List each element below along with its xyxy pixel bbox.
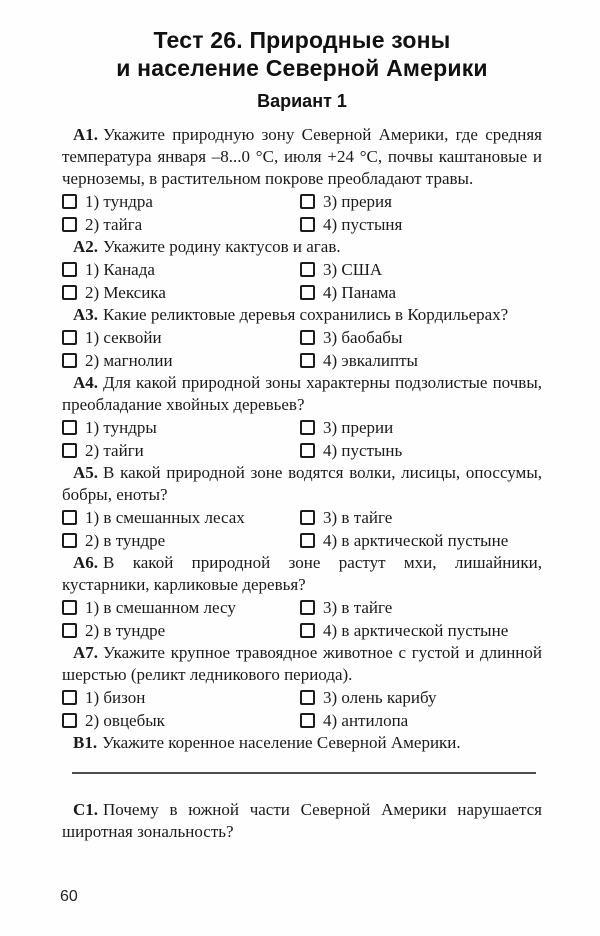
options-grid (62, 596, 542, 642)
question-label: А2. (73, 237, 99, 256)
answer-checkbox[interactable] (300, 533, 315, 548)
answer-checkbox[interactable] (62, 285, 77, 300)
question-a3 (62, 304, 542, 372)
option-label: 4) эвкалипты (323, 350, 418, 370)
option-3 (300, 416, 542, 439)
question-text (62, 642, 542, 686)
answer-checkbox[interactable] (300, 690, 315, 705)
option-label: 4) пустынь (323, 440, 403, 460)
question-body: Почему в южной части Северной Америки нарушается широтная зональность? (62, 800, 542, 841)
options-grid (62, 416, 542, 462)
option-4 (300, 439, 542, 462)
option-label: 1) Канада (85, 259, 155, 279)
answer-checkbox[interactable] (300, 600, 315, 615)
option-3 (300, 190, 542, 213)
answer-checkbox[interactable] (62, 713, 77, 728)
question-label: В1. (73, 733, 98, 752)
option-label: 2) в тундре (85, 620, 166, 640)
answer-checkbox[interactable] (62, 600, 77, 615)
question-b1 (62, 732, 542, 754)
option-label: 3) в тайге (323, 507, 393, 527)
option-label: 3) в тайге (323, 597, 393, 617)
question-a5 (62, 462, 542, 552)
question-body: В какой природной зоне водятся волки, лисицы, опоссумы, бобры, еноты? (62, 463, 542, 504)
option-label: 1) бизон (85, 687, 146, 707)
options-grid (62, 190, 542, 236)
option-4 (300, 529, 542, 552)
option-label: 4) в арктической пустыне (323, 530, 509, 550)
question-body: Укажите коренное население Северной Америки. (102, 733, 461, 752)
answer-checkbox[interactable] (62, 353, 77, 368)
answer-checkbox[interactable] (300, 194, 315, 209)
options-grid (62, 506, 542, 552)
option-label: 3) прерия (323, 191, 392, 211)
option-1 (62, 326, 300, 349)
question-label: С1. (73, 800, 99, 819)
question-text (62, 372, 542, 416)
option-4 (300, 709, 542, 732)
option-3 (300, 596, 542, 619)
options-grid (62, 258, 542, 304)
options-grid (62, 326, 542, 372)
option-1 (62, 506, 300, 529)
option-label: 3) олень карибу (323, 687, 437, 707)
question-label: А1. (73, 125, 99, 144)
answer-checkbox[interactable] (62, 443, 77, 458)
question-body: Укажите крупное травоядное животное с густой и длинной шерстью (реликт ледникового периода). (62, 643, 542, 684)
question-text (62, 236, 542, 258)
option-4 (300, 213, 542, 236)
answer-checkbox[interactable] (62, 533, 77, 548)
question-label: А4. (73, 373, 99, 392)
option-label: 1) тундра (85, 191, 153, 211)
option-label: 4) в арктической пустыне (323, 620, 509, 640)
option-1 (62, 416, 300, 439)
option-2 (62, 281, 300, 304)
question-body: В какой природной зоне растут мхи, лишайники, кустарники, карликовые деревья? (62, 553, 542, 594)
answer-checkbox[interactable] (300, 285, 315, 300)
title-line-1: Тест 26. Природные зоны (153, 27, 451, 53)
question-a4 (62, 372, 542, 462)
option-label: 1) в смешанных лесах (85, 507, 245, 527)
question-text (62, 732, 542, 754)
page-number: 60 (60, 888, 78, 905)
option-4 (300, 281, 542, 304)
answer-checkbox[interactable] (300, 353, 315, 368)
option-3 (300, 326, 542, 349)
option-label: 2) в тундре (85, 530, 166, 550)
question-body: Укажите природную зону Северной Америки, где средняя температура января –8...0 °С, июля +24 °С, почвы каштановые и черноземы, в растительном покрове преобладают травы. (62, 125, 542, 188)
question-text (62, 799, 542, 843)
question-text (62, 124, 542, 190)
question-body: Укажите родину кактусов и агав. (103, 237, 341, 256)
option-label: 1) тундры (85, 417, 157, 437)
option-label: 1) секвойи (85, 327, 162, 347)
question-body: Для какой природной зоны характерны подзолистые почвы, преобладание хвойных деревьев? (62, 373, 542, 414)
option-2 (62, 213, 300, 236)
question-text (62, 462, 542, 506)
question-label: А3. (73, 305, 99, 324)
answer-checkbox[interactable] (62, 623, 77, 638)
question-text (62, 552, 542, 596)
answer-checkbox[interactable] (62, 262, 77, 277)
option-2 (62, 439, 300, 462)
option-3 (300, 258, 542, 281)
question-a6 (62, 552, 542, 642)
option-label: 3) прерии (323, 417, 394, 437)
option-label: 1) в смешанном лесу (85, 597, 236, 617)
option-1 (62, 190, 300, 213)
answer-checkbox[interactable] (300, 420, 315, 435)
answer-checkbox[interactable] (300, 217, 315, 232)
option-label: 3) США (323, 259, 383, 279)
section-divider (72, 772, 536, 774)
option-label: 2) магнолии (85, 350, 173, 370)
answer-checkbox[interactable] (62, 330, 77, 345)
answer-checkbox[interactable] (62, 420, 77, 435)
option-2 (62, 709, 300, 732)
option-label: 2) тайги (85, 440, 144, 460)
option-label: 2) Мексика (85, 282, 166, 302)
option-4 (300, 619, 542, 642)
option-label: 2) тайга (85, 214, 143, 234)
page-title (62, 26, 542, 82)
question-c1 (62, 799, 542, 843)
variant-heading: Вариант 1 (257, 91, 347, 111)
option-2 (62, 619, 300, 642)
answer-checkbox[interactable] (62, 194, 77, 209)
questions-section (62, 124, 542, 754)
option-4 (300, 349, 542, 372)
answer-checkbox[interactable] (62, 217, 77, 232)
question-label: А6. (73, 553, 99, 572)
option-2 (62, 529, 300, 552)
answer-checkbox[interactable] (300, 262, 315, 277)
question-text (62, 304, 542, 326)
title-line-2: и население Северной Америки (116, 55, 488, 81)
answer-checkbox[interactable] (300, 443, 315, 458)
option-2 (62, 349, 300, 372)
option-label: 4) антилопа (323, 710, 409, 730)
question-label: А5. (73, 463, 99, 482)
answer-checkbox[interactable] (300, 510, 315, 525)
option-label: 3) баобабы (323, 327, 403, 347)
question-a1 (62, 124, 542, 236)
answer-checkbox[interactable] (62, 510, 77, 525)
answer-checkbox[interactable] (62, 690, 77, 705)
option-3 (300, 506, 542, 529)
question-body: Какие реликтовые деревья сохранились в Кордильерах? (103, 305, 509, 324)
option-label: 2) овцебык (85, 710, 165, 730)
answer-checkbox[interactable] (300, 713, 315, 728)
option-3 (300, 686, 542, 709)
answer-checkbox[interactable] (300, 623, 315, 638)
options-grid (62, 686, 542, 732)
option-1 (62, 596, 300, 619)
answer-checkbox[interactable] (300, 330, 315, 345)
option-label: 4) пустыня (323, 214, 403, 234)
question-a2 (62, 236, 542, 304)
option-1 (62, 686, 300, 709)
question-a7 (62, 642, 542, 732)
option-1 (62, 258, 300, 281)
question-label: А7. (73, 643, 99, 662)
option-label: 4) Панама (323, 282, 397, 302)
